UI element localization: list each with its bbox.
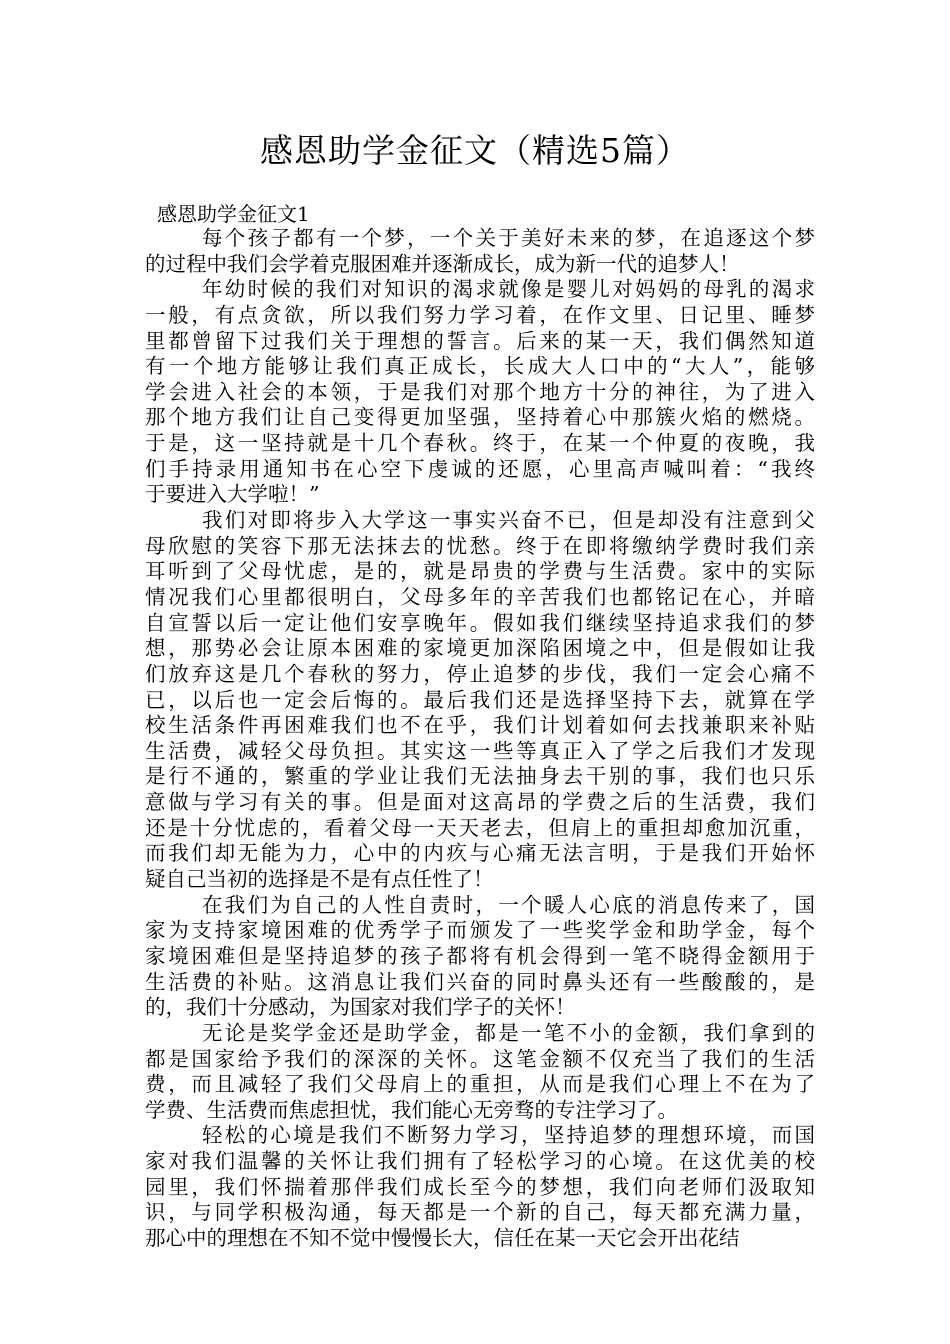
paragraph-line: 家为支持家境困难的优秀学子而颁发了一些奖学金和助学金，每个 (145, 918, 815, 943)
paragraph-line: 生活费的补贴。这消息让我们兴奋的同时鼻头还有一些酸酸的，是 (145, 969, 815, 994)
paragraph-line: 已，以后也一定会后悔的。最后我们还是选择坚持下去，就算在学 (145, 687, 815, 712)
paragraph-line: 疑自己当初的选择是不是有点任性了！ (145, 867, 494, 892)
paragraph-line: 都是国家给予我们的深深的关怀。这笔金额不仅充当了我们的生活 (145, 1046, 815, 1071)
paragraph-line: 在我们为自己的人性自责时，一个暖人心底的消息传来了，国 (202, 892, 815, 917)
body-text (145, 226, 815, 1252)
paragraph-line: 情况我们心里都很明白，父母多年的辛苦我们也都铭记在心，并暗 (145, 584, 815, 609)
paragraph-line: 的，我们十分感动，为国家对我们学子的关怀！ (145, 995, 576, 1020)
paragraph (145, 277, 815, 508)
paragraph (145, 1123, 815, 1251)
paragraph-line: 我们对即将步入大学这一事实兴奋不已，但是却没有注意到父 (202, 508, 815, 533)
document-title: 感恩助学金征文（精选5篇） (260, 131, 690, 170)
paragraph-line: 学会进入社会的本领，于是我们对那个地方十分的神往，为了进入 (145, 379, 815, 404)
paragraph-line: 有一个地方能够让我们真正成长，长成大人口中的“大人”，能够 (145, 354, 815, 379)
paragraph (145, 226, 815, 277)
paragraph-line: 轻松的心境是我们不断努力学习，坚持追梦的理想环境，而国 (202, 1123, 815, 1148)
paragraph (145, 893, 815, 1021)
paragraph-line: 家境困难但是坚持追梦的孩子都将有机会得到一笔不晓得金额用于 (145, 943, 815, 968)
paragraph-line: 无论是奖学金还是助学金，都是一笔不小的金额，我们拿到的 (202, 1020, 815, 1045)
paragraph-line: 每个孩子都有一个梦，一个关于美好未来的梦，在追逐这个梦 (202, 226, 815, 250)
paragraph-line: 费，而且减轻了我们父母肩上的重担，从而是我们心理上不在为了 (145, 1072, 815, 1097)
paragraph-line: 校生活条件再困难我们也不在乎，我们计划着如何去找兼职来补贴 (145, 713, 815, 738)
paragraph-line: 们放弃这是几个春秋的努力，停止追梦的步伐，我们一定会心痛不 (145, 661, 815, 686)
paragraph-line: 意做与学习有关的事。但是面对这高昂的学费之后的生活费，我们 (145, 790, 815, 815)
paragraph-line: 那个地方我们让自己变得更加坚强，坚持着心中那簇火焰的燃烧。 (145, 405, 815, 430)
paragraph-line: 生活费，减轻父母负担。其实这一些等真正入了学之后我们才发现 (145, 738, 815, 763)
paragraph-line: 学费、生活费而焦虑担忧，我们能心无旁骛的专注学习了。 (145, 1097, 678, 1122)
paragraph-line: 于要进入大学啦！” (145, 482, 320, 507)
section-heading: 感恩助学金征文1 (157, 202, 310, 226)
paragraph-line: 那心中的理想在不知不觉中慢慢长大，信任在某一天它会开出花结 (145, 1225, 740, 1250)
paragraph-line: 而我们却无能为力，心中的内疚与心痛无法言明，于是我们开始怀 (145, 841, 815, 866)
paragraph (145, 508, 815, 893)
paragraph-line: 是行不通的，繁重的学业让我们无法抽身去干别的事，我们也只乐 (145, 764, 815, 789)
paragraph-line: 的过程中我们会学着克服困难并逐渐成长，成为新一代的追梦人！ (145, 251, 740, 276)
paragraph-line: 想，那势必会让原本困难的家境更加深陷困境之中，但是假如让我 (145, 636, 815, 661)
paragraph (145, 1021, 815, 1124)
paragraph-line: 还是十分忧虑的，看着父母一天天老去，但肩上的重担却愈加沉重， (145, 815, 815, 840)
paragraph-line: 里都曾留下过我们关于理想的誓言。后来的某一天，我们偶然知道 (145, 328, 815, 353)
paragraph-line: 识，与同学积极沟通，每天都是一个新的自己，每天都充满力量， (145, 1200, 815, 1225)
paragraph-line: 母欣慰的笑容下那无法抹去的忧愁。终于在即将缴纳学费时我们亲 (145, 533, 815, 558)
paragraph-line: 家对我们温馨的关怀让我们拥有了轻松学习的心境。在这优美的校 (145, 1149, 815, 1174)
paragraph-line: 于是，这一坚持就是十几个春秋。终于，在某一个仲夏的夜晚，我 (145, 431, 815, 456)
paragraph-line: 园里，我们怀揣着那伴我们成长至今的梦想，我们向老师们汲取知 (145, 1174, 815, 1199)
paragraph-line: 一般，有点贪欲，所以我们努力学习着，在作文里、日记里、睡梦 (145, 302, 815, 327)
paragraph-line: 自宣誓以后一定让他们安享晚年。假如我们继续坚持追求我们的梦 (145, 610, 815, 635)
paragraph-line: 们手持录用通知书在心空下虔诚的还愿，心里高声喊叫着：“我终 (145, 456, 815, 481)
paragraph-line: 年幼时候的我们对知识的渴求就像是婴儿对妈妈的母乳的渴求 (202, 277, 815, 302)
paragraph-line: 耳听到了父母忧虑，是的，就是昂贵的学费与生活费。家中的实际 (145, 559, 815, 584)
